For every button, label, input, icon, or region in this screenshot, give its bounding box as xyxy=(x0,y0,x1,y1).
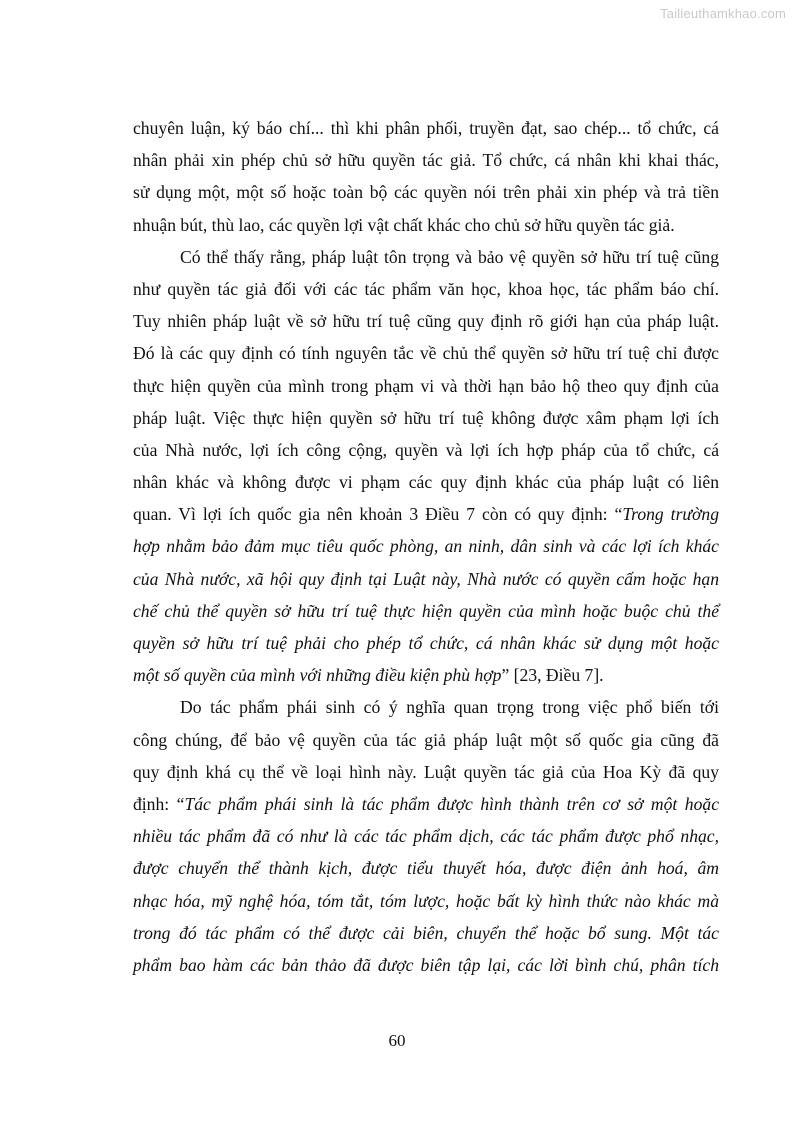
citation-text: ” [23, Điều 7]. xyxy=(501,665,604,686)
paragraph-1-line-4: nhuận bút, thù lao, các quyền lợi vật chất khác cho chủ sở hữu quyền tác giả. xyxy=(133,214,675,235)
quote-line-4: quyền sở hữu trí tuệ phải cho phép tổ chức, cá nhân khác sử dụng một hoặc xyxy=(133,633,719,653)
quote-line-8: nhạc hóa, mỹ nghệ hóa, tóm tắt, tóm lược, hoặc bất kỳ hình thức nào khác mà xyxy=(133,890,719,911)
paragraph-1-line-2: nhân phải xin phép chủ sở hữu quyền tác giả. Tổ chức, cá nhân khi khai thác, xyxy=(133,150,719,171)
paragraph-2-line-8: nhân khác và không được vi phạm các quy định khác của pháp luật có liên xyxy=(133,472,719,493)
page-number: 60 xyxy=(388,1031,406,1050)
paragraph-2-line-4: Đó là các quy định có tính nguyên tắc về chủ thể quyền sở hữu trí tuệ chỉ được xyxy=(133,343,719,364)
quote-text: một số quyền của mình với những điều kiện phù hợp xyxy=(133,665,502,686)
quote-line-5 xyxy=(133,659,719,691)
page-body xyxy=(133,112,719,981)
watermark-text: Tailieuthamkhao.com xyxy=(660,6,786,21)
paragraph-1-line-1: chuyên luận, ký báo chí... thì khi phân phối, truyền đạt, sao chép... tổ chức, cá xyxy=(133,118,719,138)
paragraph-3-line-4 xyxy=(133,788,719,820)
quote-text: Tác phẩm phái sinh là tác phẩm được hình thành trên cơ sở một hoặc xyxy=(184,793,719,814)
paragraph-2-line-5: thực hiện quyền của mình trong phạm vi và thời hạn bảo hộ theo quy định của xyxy=(133,375,719,396)
line-text: quan. Vì lợi ích quốc gia nên khoản 3 Điều 7 còn có quy định: “ xyxy=(133,504,623,525)
paragraph-2-line-9 xyxy=(133,498,719,530)
quote-line-2: của Nhà nước, xã hội quy định tại Luật này, Nhà nước có quyền cấm hoặc hạn xyxy=(133,568,719,589)
quote-line-3: chế chủ thể quyền sở hữu trí tuệ thực hiện quyền của mình hoặc buộc chủ thể xyxy=(133,600,719,621)
paragraph-2-line-7: của Nhà nước, lợi ích công cộng, quyền và lợi ích hợp pháp của tổ chức, cá xyxy=(133,439,719,460)
quote-line-9: trong đó tác phẩm có thể được cải biên, chuyển thể hoặc bổ sung. Một tác xyxy=(133,922,719,943)
quote-line-1: hợp nhằm bảo đảm mục tiêu quốc phòng, an ninh, dân sinh và các lợi ích khác xyxy=(133,536,719,557)
quote-line-6: nhiều tác phẩm đã có như là các tác phẩm dịch, các tác phẩm được phổ nhạc, xyxy=(133,826,719,847)
line-text: định: “ xyxy=(133,793,185,814)
paragraph-3-line-2: công chúng, để bảo vệ quyền của tác giả pháp luật một số quốc gia cũng đã xyxy=(133,729,719,750)
paragraph-3-line-1: Do tác phẩm phái sinh có ý nghĩa quan trọng trong việc phổ biến tới xyxy=(180,697,719,718)
paragraph-2-line-3: Tuy nhiên pháp luật về sở hữu trí tuệ cũng quy định rõ giới hạn của pháp luật. xyxy=(133,311,719,332)
quote-line-10: phẩm bao hàm các bản thảo đã được biên tập lại, các lời bình chú, phân tích xyxy=(133,954,719,975)
paragraph-2-line-1: Có thể thấy rằng, pháp luật tôn trọng và bảo vệ quyền sở hữu trí tuệ cũng xyxy=(180,246,719,267)
quote-line-7: được chuyển thể thành kịch, được tiểu thuyết hóa, được điện ảnh hoá, âm xyxy=(133,858,719,879)
paragraph-1-line-3: sử dụng một, một số hoặc toàn bộ các quyền nói trên phải xin phép và trả tiền xyxy=(133,182,719,203)
paragraph-3-line-3: quy định khá cụ thể về loại hình này. Luật quyền tác giả của Hoa Kỳ đã quy xyxy=(133,761,719,782)
quote-text: Trong trường xyxy=(622,504,719,525)
paragraph-2-line-6: pháp luật. Việc thực hiện quyền sở hữu trí tuệ không được xâm phạm lợi ích xyxy=(133,407,719,428)
paragraph-2-line-2: như quyền tác giả đối với các tác phẩm văn học, khoa học, tác phẩm báo chí. xyxy=(133,278,719,299)
